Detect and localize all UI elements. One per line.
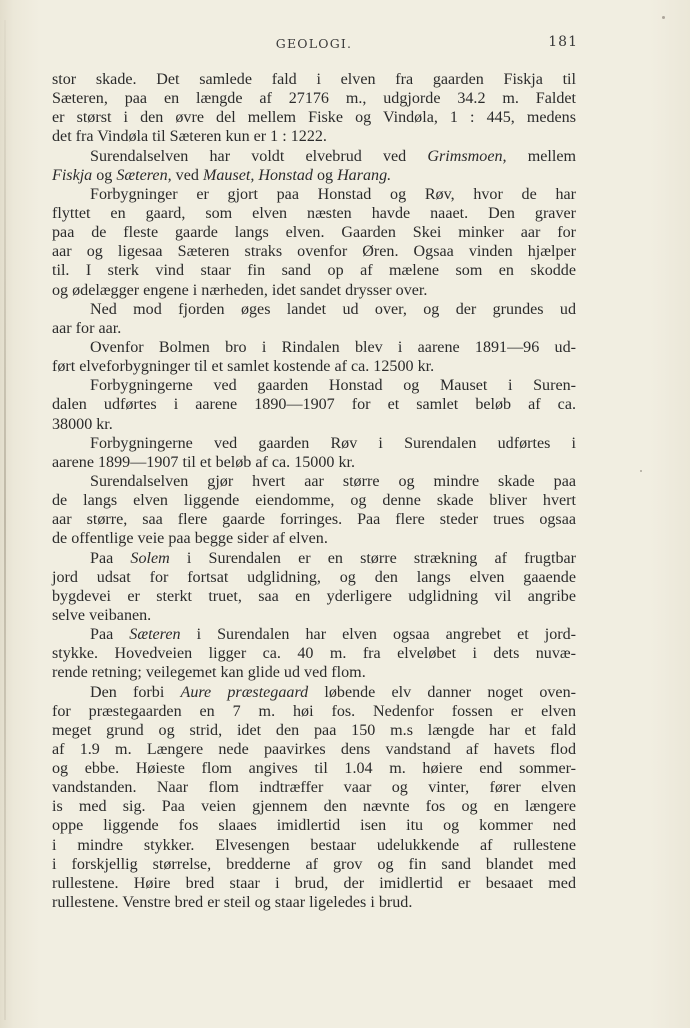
text-run: Forbygninger er gjort paa Honstad og Røv, hvor de har: [90, 185, 576, 203]
text-line: [52, 606, 576, 625]
paper-speck: [640, 470, 642, 472]
text-line: [52, 434, 576, 453]
italic-phrase: Grimsmoen,: [427, 147, 507, 165]
text-line: [52, 625, 576, 644]
text-line: [52, 702, 576, 721]
text-run: oppe liggende fos slaaes imidlertid isen itu og kommer ned: [52, 817, 576, 835]
text-run: Forbygningerne ved gaarden Honstad og Mauset i Suren-: [90, 377, 576, 395]
text-line: [52, 778, 576, 797]
text-run: Den forbi: [90, 683, 181, 701]
text-run: bygdevei er sterkt truet, saa en yderligere udglidning vil angribe: [52, 587, 576, 605]
text-line: [52, 357, 576, 376]
text-run: Paa: [90, 626, 130, 644]
text-line: [52, 529, 576, 548]
italic-phrase: Solem: [130, 549, 170, 567]
text-run: rende retning; veilegemet kan glide ud ved flom.: [52, 664, 366, 682]
text-line: [52, 683, 576, 702]
text-line: [52, 395, 576, 414]
text-run: og ebbe. Høieste flom angives til 1.04 m. høiere end sommer-: [52, 760, 576, 778]
text-line: [52, 376, 576, 395]
text-run: Surendalselven har voldt elvebrud ved: [90, 147, 428, 165]
text-line: [52, 89, 576, 108]
text-run: rullestene. Høire bred staar i brud, der imidlertid er besaaet med: [52, 874, 576, 892]
text-run: aar og ligesaa Sæteren straks ovenfor Øren. Ogsaa vinden hjælper: [52, 243, 576, 261]
text-line: [52, 147, 576, 166]
text-line: [52, 166, 576, 185]
italic-phrase: Mauset, Honstad: [202, 166, 313, 184]
italic-phrase: Harang.: [337, 166, 392, 184]
text-line: [52, 797, 576, 816]
header-title: GEOLOGI.: [275, 36, 353, 51]
text-run: for præstegaarden en 7 m. høi fos. Nedenfor fossen er elven: [52, 702, 576, 720]
text-line: [52, 759, 576, 778]
text-line: [52, 855, 576, 874]
italic-phrase: Sæteren,: [116, 166, 172, 184]
italic-phrase: Aure præstegaard: [180, 683, 309, 701]
text-line: [52, 281, 576, 300]
running-header: [52, 34, 576, 54]
text-line: [52, 721, 576, 740]
text-run: aar for aar.: [52, 319, 122, 337]
text-run: de offentlige veie paa begge sider af elven.: [52, 530, 328, 548]
text-run: Surendalselven gjør hvert aar større og mindre skade paa: [90, 472, 576, 490]
text-run: meget grund og strid, idet den paa 150 m.s længde har et fald: [52, 721, 576, 739]
text-line: [52, 242, 576, 261]
text-run: i mindre stykker. Elvesengen bestaar udelukkende af rullestene: [52, 836, 576, 854]
text-line: [52, 663, 576, 682]
text-run: det fra Vindøla til Sæteren kun er 1 : 1222.: [52, 128, 327, 146]
text-line: [52, 415, 576, 434]
text-line: [52, 300, 576, 319]
text-run: 38000 kr.: [52, 415, 113, 433]
text-run: og ødelægger engene i nærheden, idet sandet drysser over.: [52, 281, 428, 299]
text-run: Forbygningerne ved gaarden Røv i Surendalen udførtes i: [90, 434, 576, 452]
text-run: af 1.9 m. Længere nede paavirkes dens vandstand af havets flod: [52, 740, 576, 758]
body-text: [52, 70, 576, 912]
text-run: Sæteren, paa en længde af 27176 m., udgjorde 34.2 m. Faldet: [52, 90, 576, 108]
text-run: selve veibanen.: [52, 606, 152, 624]
text-line: [52, 893, 576, 912]
text-line: [52, 338, 576, 357]
text-run: is med sig. Paa veien gjennem den nævnte fos og en længere: [52, 798, 576, 816]
italic-phrase: Sæteren: [129, 626, 181, 644]
text-run: i Surendalen er en større strækning af frugtbar: [169, 549, 576, 567]
text-run: aar større, saa flere gaarde forringes. Paa flere steder trues ogsaa: [52, 511, 576, 529]
text-line: [52, 185, 576, 204]
text-run: stor skade. Det samlede fald i elven fra gaarden Fiskja til: [52, 71, 576, 88]
text-run: Paa: [90, 549, 131, 567]
text-run: løbende elv danner noget oven-: [308, 683, 576, 701]
text-line: [52, 108, 576, 127]
text-run: er størst i den øvre del mellem Fiske og Vindøla, 1 : 445, medens: [52, 109, 576, 127]
text-run: vandstanden. Naar flom indtræffer vaar og vinter, fører elven: [52, 779, 576, 797]
text-line: [52, 491, 576, 510]
text-run: mellem: [506, 147, 576, 165]
text-run: i Surendalen har elven ogsaa angrebet et jord-: [180, 626, 577, 644]
text-run: i forskjellig størrelse, bredderne af grov og fin sand blandet med: [52, 855, 576, 873]
text-line: [52, 319, 576, 338]
text-run: og: [312, 166, 338, 184]
text-run: de langs elven liggende eiendomme, og denne skade bliver hvert: [52, 492, 576, 510]
text-line: [52, 836, 576, 855]
text-run: aarene 1899—1907 til et beløb af ca. 15000 kr.: [52, 453, 356, 471]
text-line: [52, 70, 576, 89]
text-line: [52, 453, 576, 472]
text-run: og: [92, 166, 117, 184]
text-line: [52, 549, 576, 568]
italic-phrase: Fiskja: [52, 166, 93, 184]
text-run: paa de fleste gaarde langs elven. Gaarden Skei minker aar for: [52, 224, 576, 242]
page-number: 181: [548, 34, 578, 50]
text-line: [52, 644, 576, 663]
text-line: [52, 510, 576, 529]
text-run: ved: [171, 166, 203, 184]
text-run: Ovenfor Bolmen bro i Rindalen blev i aarene 1891—96 ud-: [90, 338, 576, 356]
text-line: [52, 127, 576, 146]
text-line: [52, 472, 576, 491]
text-line: [52, 223, 576, 242]
text-line: [52, 204, 576, 223]
text-run: jord udsat for fortsat udglidning, og den langs elven gaaende: [52, 568, 576, 586]
text-line: [52, 261, 576, 280]
text-run: stykke. Hovedveien ligger ca. 40 m. fra elveløbet i dets nuvæ-: [52, 645, 576, 663]
text-line: [52, 568, 576, 587]
text-run: rullestene. Venstre bred er steil og staar ligeledes i brud.: [52, 894, 413, 912]
text-run: dalen udførtes i aarene 1890—1907 for et samlet beløb af ca.: [52, 396, 576, 414]
text-line: [52, 816, 576, 835]
text-run: ført elveforbygninger til et samlet kostende af ca. 12500 kr.: [52, 358, 435, 376]
text-line: [52, 874, 576, 893]
text-run: flyttet en gaard, som elven næsten havde naaet. Den graver: [52, 204, 576, 222]
paper-speck: [662, 16, 665, 19]
text-line: [52, 740, 576, 759]
text-run: til. I sterk vind staar fin sand op af mælene som en skodde: [52, 262, 576, 280]
binding-shadow: [4, 20, 6, 1020]
text-line: [52, 587, 576, 606]
text-run: Ned mod fjorden øges landet ud over, og der grundes ud: [90, 300, 576, 318]
